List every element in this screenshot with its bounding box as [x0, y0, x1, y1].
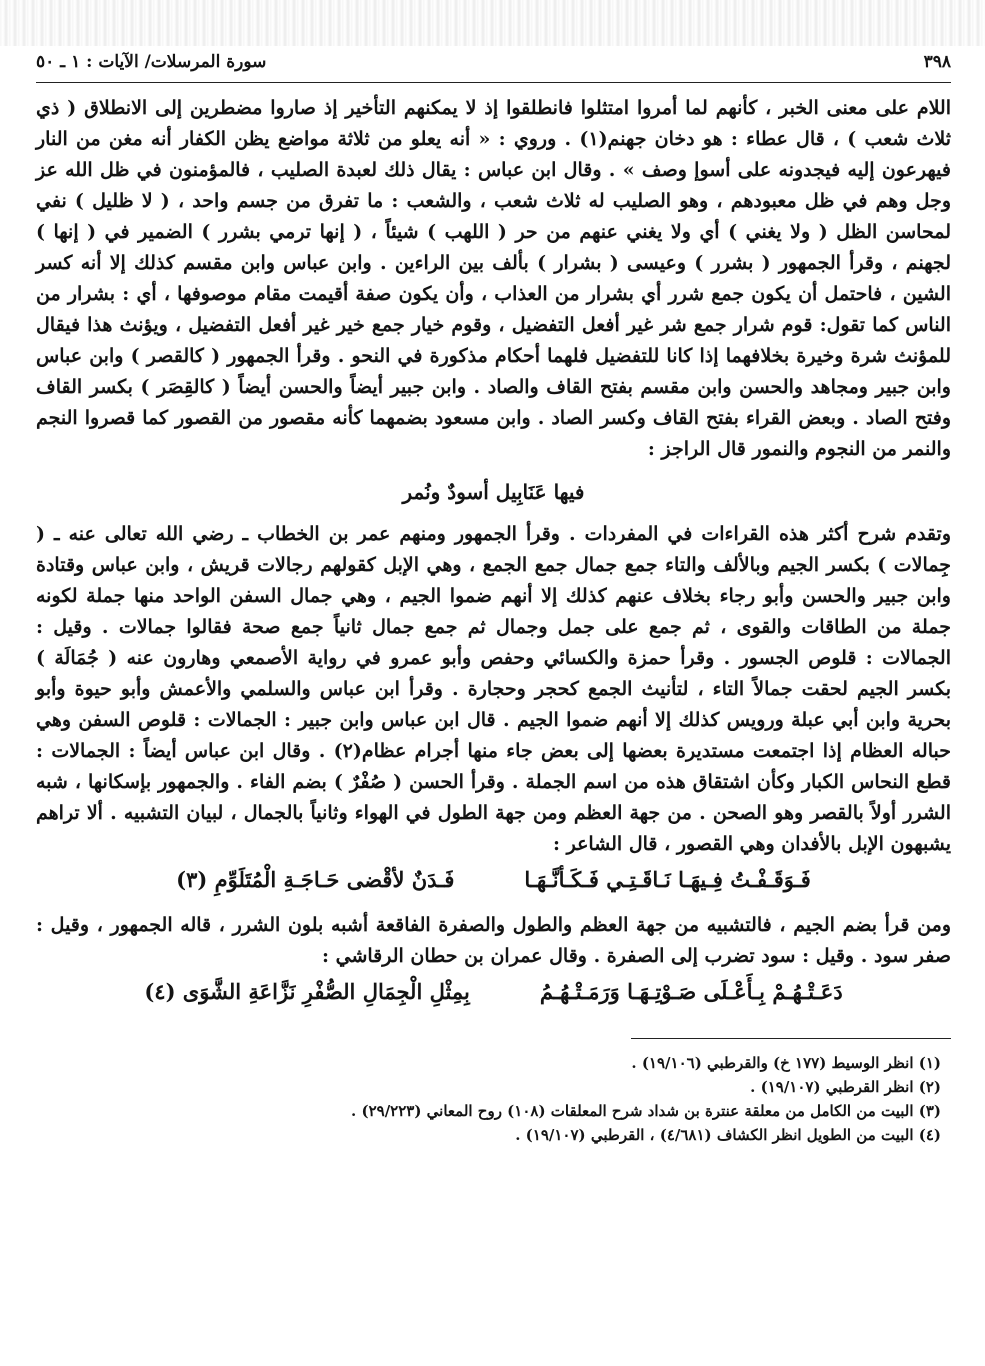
footnote: (٢) انظر القرطبي (١٩/١٠٧) . — [750, 1078, 941, 1096]
running-header — [36, 52, 951, 83]
paragraph: وتقدم شرح أكثر هذه القراءات في المفردات . وقرأ الجمهور ومنهم عمر بن الخطاب ـ رضي الله تعالى عنه ـ ( جِمالات ) بكسر الجيم وبالألف والتاء جمع جمال جمع الجمع ، وهي الإبل كقولهم رجالات قريش ، وابن عباس وقتادة وابن جبير والحسن وأبو رجاء بخلاف عنهم كذلك إلا أنهم ضموا الجيم ، وهي جمال السفن الواحد منها جملة لكونه جملة من الطاقات والقوى ، ثم جمع على جمل وجمال ثم جمع جمال ثانياً جمع صحة فقالوا جمالات . وقيل : الجمالات : قلوص الجسور . وقرأ حمزة والكسائي وحفص وأبو عمرو في رواية الأصمعي وهارون عنه ( جُمَالَة ) بكسر الجيم لحقت جمالاً التاء ، لتأنيث الجمع كحجر وحجارة . وقرأ ابن عباس والسلمي والأعمش وأبو حيوة وأبو بحرية وابن أبي عبلة ورويس كذلك إلا أنهم ضموا الجيم . قال ابن عباس وابن جبير : الجمالات : قلوص السفن وهي حباله العظام إذا اجتمعت مستديرة بعضها إلى بعض جاء منها أجرام عظام(٢) . وقال ابن عباس أيضاً : الجمالات : قطع النحاس الكبار وكأن اشتقاق هذه من اسم الجملة . وقرأ الحسن ( صُفْرٌ ) بضم الفاء . والجمهور بإسكانها ، شبه الشرر أولاً بالقصر وهو الصحن . من جهة العظم ومن جهة الطول في الهواء وثانياً بالجمال ، لبيان التشبيه . ألا تراهم يشبهون الإبل بالأفدان وهي القصور ، قال الشاعر : — [36, 523, 951, 855]
scan-edge-noise — [0, 0, 985, 46]
surah-title: سورة المرسلات/ الآيات : ١ ـ ٥٠ — [36, 52, 267, 72]
page-number: ٣٩٨ — [923, 52, 951, 72]
verse-second-hemistich: فَـدَنٌ لأقْضى حَـاجَـةِ الْمُتَلَوِّمِ (٣) — [176, 867, 455, 892]
main-text — [36, 93, 951, 1012]
paragraph: اللام على معنى الخبر ، كأنهم لما أمروا امتثلوا فانطلقوا إذ لا يمكنهم التأخير إذ صاروا مضطرين إلى الانطلاق ( ذي ثلاث شعب ) ، قال عطاء : هو دخان جهنم(١) . وروي : « أنه يعلو من ثلاثة مواضع يظن الكفار أنه مغن من النار فيهرعون إليه فيجدونه على أسوإ وصف » . وقال ابن عباس : يقال ذلك لعبدة الصليب ، فالمؤمنون في ظل الله عز وجل وهم في ظل معبودهم ، وهو الصليب له ثلاث شعب ، والشعب : ما تفرق من جسم واحد ، ( لا ظليل ) نفي لمحاسن الظل ( ولا يغني ) أي ولا يغني عنهم من حر ( اللهب ) شيئاً ، ( إنها ترمي بشرر ) الضمير في ( إنها ) لجهنم ، وقرأ الجمهور ( بشرر ) وعيسى ( بشرار ) بألف بين الراءين . وابن عباس وابن مقسم كذلك إلا أنه كسر الشين ، فاحتمل أن يكون جمع شرر أي بشرار من العذاب ، وأن يكون صفة أقيمت مقام موصوفها ، أي : بشرار من الناس كما تقول: قوم شرار جمع شر غير أفعل التفضيل ، وقوم خيار جمع خير غير أفعل التفضيل ، ويؤنث هذا فيقال للمؤنث شرة وخيرة بخلافهما إذا كانا للتفضيل فلهما أحكام مذكورة في النحو . وقرأ الجمهور ( كالقصر ) وابن عباس وابن جبير ومجاهد والحسن وابن مقسم بفتح القاف والصاد . وابن جبير أيضاً والحسن أيضاً ( كالقِصَر ) بكسر القاف وفتح الصاد . وبعض القراء بفتح القاف وكسر الصاد . وابن مسعود بضمهما كأنه مقصور من القصور كما قصروا النجم والنمر من النجوم والنمور قال الراجز : — [36, 97, 951, 460]
verse-first-hemistich: دَعَـتْـهُـمْ بِـأَعْـلَى صَـوْتِـهَـا وَرَمَـتْـهُـمُ — [539, 979, 843, 1004]
verse-second-hemistich: بِمِثْلِ الْجِمَالِ الصُّفْرِ نَزَّاعَةِ الشَّوَى (٤) — [144, 979, 470, 1004]
verse-first-hemistich: فَـوَقَـفْـتُ فِـيهَـا نَـاقَـتِـي فَـكَـأنَّـهَـا — [524, 867, 811, 892]
book-page — [36, 52, 951, 1147]
paragraph: ومن قرأ بضم الجيم ، فالتشبيه من جهة العظم والطول والصفرة الفاقعة أشبه بلون الشرر ، قاله الجمهور ، وقيل : صفر سود . وقيل : سود تضرب إلى الصفرة . وقال عمران بن حطان الرقاشي : — [36, 914, 951, 967]
footnote: (٤) البيت من الطويل انظر الكشاف (٤/٦٨١) ، القرطبي (١٩/١٠٧) . — [515, 1126, 941, 1144]
poetry-verse — [36, 860, 951, 900]
rajaz-verse: فيها عَنَابِيل أسودٌ ونُمر — [402, 480, 585, 504]
footnote: (٣) البيت من الكامل من معلقة عنترة بن شداد شرح المعلقات (١٠٨) روح المعاني (٢٩/٢٢٣) . — [351, 1102, 941, 1120]
footnote: (١) انظر الوسيط (١٧٧ خ) والقرطبي (١٩/١٠٦) . — [631, 1054, 941, 1072]
footnote-separator — [631, 1038, 951, 1039]
poetry-verse — [36, 972, 951, 1012]
footnotes — [36, 1051, 951, 1147]
